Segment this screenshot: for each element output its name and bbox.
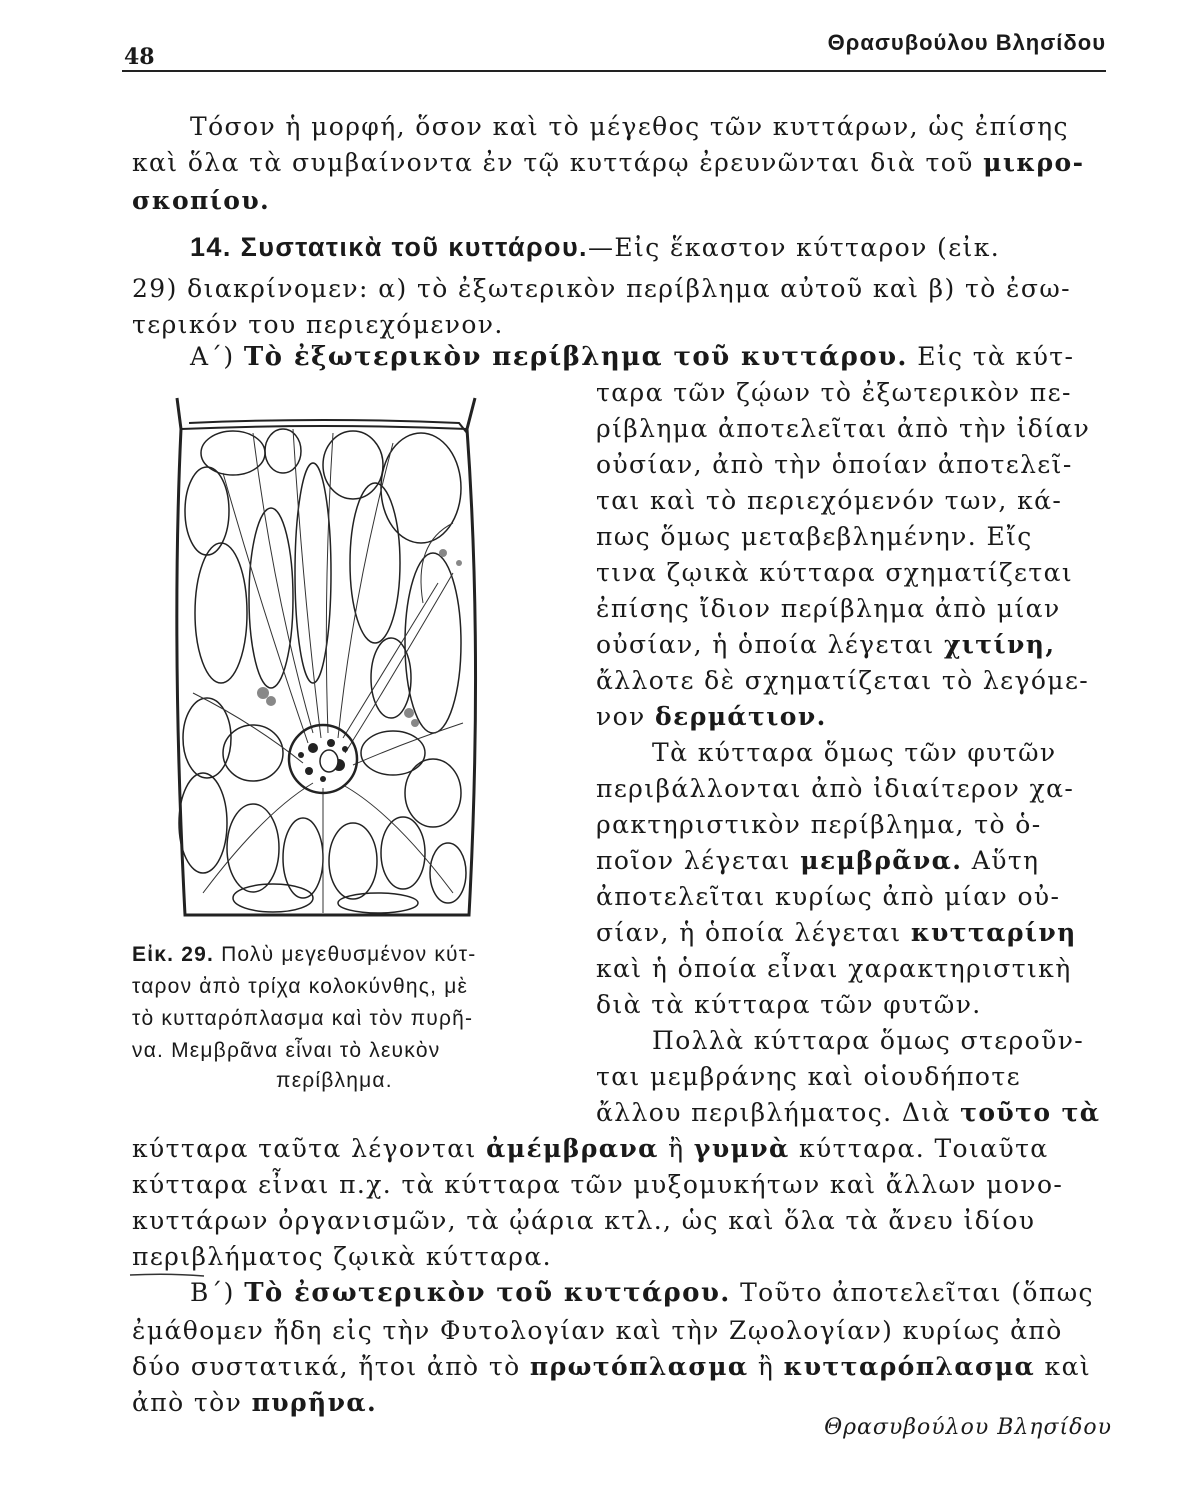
section-a-line-1: Α΄) Τὸ ἐξωτερικὸν περίβλημα τοῦ κυττάρου. Εἰς τὰ κύτ- <box>190 342 1075 372</box>
term-membrane: μεμβρᾶνα. <box>800 846 963 875</box>
section-a-col-line-8: οὐσίαν, ἡ ὁποία λέγεται χιτίνη, <box>596 630 1056 659</box>
section-a-col-line-2: ρίβλημα ἀποτελεῖται ἀπὸ τὴν ἰδίαν <box>596 414 1091 443</box>
naked-para-line-7: περιβλήματος ζῳικὰ κύτταρα. <box>132 1242 553 1271</box>
plant-para-line-3: ρακτηριστικὸν περίβλημα, τὸ ὁ- <box>596 810 1042 839</box>
cell-illustration <box>163 393 489 925</box>
section-a-col-line-1: ταρα τῶν ζῴων τὸ ἐξωτερικὸν πε- <box>596 378 1072 407</box>
intro-line-1: Τόσον ἡ μορφή, ὅσον καὶ τὸ μέγεθος τῶν κυττάρων, ὡς ἐπίσης <box>190 112 1069 141</box>
running-head: Θρασυβούλου Βλησίδου <box>827 30 1106 55</box>
naked-para-line-6: κυττάρων ὀργανισμῶν, τὰ ᾠάρια κτλ., ὡς καὶ ὅλα τὰ ἄνευ ἰδίου <box>132 1206 1036 1235</box>
section-a-col-line-10: νον δερμάτιον. <box>596 702 827 731</box>
figure-label: Εἰκ. 29. <box>132 943 215 966</box>
figure-caption-line-3: τὸ κυτταρόπλασμα καὶ τὸν πυρῆ- <box>132 1007 474 1030</box>
plant-para-line-7: καὶ ἡ ὁποία εἶναι χαρακτηριστικὴ <box>596 954 1072 983</box>
naked-para-line-5: κύτταρα εἶναι π.χ. τὰ κύτταρα τῶν μυξομυκήτων καὶ ἄλλων μονο- <box>132 1170 1064 1199</box>
term-microscope: μικρο- <box>983 148 1085 177</box>
figure-caption-line-1: Εἰκ. 29. Πολὺ μεγεθυσμένον κύτ- <box>132 943 477 966</box>
term-dermation: δερμάτιον. <box>655 702 827 731</box>
section-b-label: Β΄) <box>190 1278 235 1307</box>
term-nucleus: πυρῆνα. <box>251 1388 378 1417</box>
term-cellulose: κυτταρίνη <box>910 918 1077 947</box>
section-14-heading: 14. Συστατικὰ τοῦ κυττάρου. <box>190 232 588 262</box>
section-a-heading: Τὸ ἐξωτερικὸν περίβλημα τοῦ κυττάρου. <box>243 342 908 372</box>
author-signature: Θρασυβούλου Βλησίδου <box>824 1415 1112 1440</box>
figure-caption-line-2: ταρον ἀπὸ τρίχα κολοκύνθης, μὲ <box>132 975 469 998</box>
term-gymna: γυμνὰ <box>693 1134 790 1163</box>
section-14-line-2: 29) διακρίνομεν: α) τὸ ἐξωτερικὸν περίβλημα αὐτοῦ καὶ β) τὸ ἐσω- <box>132 274 1071 303</box>
intro-line-3: σκοπίου. <box>132 186 271 215</box>
term-cytoplasm: κυτταρόπλασμα <box>783 1352 1036 1381</box>
intro-line-2: καὶ ὅλα τὰ συμβαίνοντα ἐν τῷ κυττάρῳ ἐρευνῶνται διὰ τοῦ μικρο- <box>132 148 1085 177</box>
section-a-col-line-3: οὐσίαν, ἀπὸ τὴν ὁποίαν ἀποτελεῖ- <box>596 450 1073 479</box>
term-protoplasm: πρωτόπλασμα <box>529 1352 749 1381</box>
section-a-col-line-9: ἄλλοτε δὲ σχηματίζεται τὸ λεγόμε- <box>596 666 1090 695</box>
section-a-col-line-7: ἐπίσης ἴδιον περίβλημα ἀπὸ μίαν <box>596 594 1061 623</box>
figure-caption-line-4: να. Μεμβρᾶνα εἶναι τὸ λευκὸν <box>132 1039 441 1062</box>
section-a-label: Α΄) <box>190 342 235 371</box>
header-rule <box>122 70 1106 72</box>
section-a-col-line-4: ται καὶ τὸ περιεχόμενόν των, κά- <box>596 486 1063 515</box>
section-b-line-2: ἐμάθομεν ἤδη εἰς τὴν Φυτολογίαν καὶ τὴν Ζῳολογίαν) κυρίως ἀπὸ <box>132 1316 1063 1345</box>
section-a-col-line-5: πως ὅμως μεταβεβλημένην. Εἴς <box>596 522 1033 551</box>
plant-para-line-5: ἀποτελεῖται κυρίως ἀπὸ μίαν οὐ- <box>596 882 1061 911</box>
naked-para-line-4: κύτταρα ταῦτα λέγονται ἀμέμβρανα ἢ γυμνὰ κύτταρα. Τοιαῦτα <box>132 1134 1049 1163</box>
section-14-line-3: τερικόν του περιεχόμενον. <box>132 310 504 339</box>
section-b-line-3: δύο συστατικά, ἤτοι ἀπὸ τὸ πρωτόπλασμα ἢ κυτταρόπλασμα καὶ <box>132 1352 1092 1381</box>
plant-para-line-8: διὰ τὰ κύτταρα τῶν φυτῶν. <box>596 990 982 1019</box>
page-number: 48 <box>124 44 155 70</box>
plant-para-line-2: περιβάλλονται ἀπὸ ἰδιαίτερον χα- <box>596 774 1075 803</box>
section-14-line-1: 14. Συστατικὰ τοῦ κυττάρου.—Εἰς ἕκαστον κύτταρον (εἰκ. <box>190 232 1001 262</box>
plant-para-line-6: σίαν, ἡ ὁποία λέγεται κυτταρίνη <box>596 918 1077 947</box>
section-b-line-1: Β΄) Τὸ ἐσωτερικὸν τοῦ κυττάρου. Τοῦτο ἀποτελεῖται (ὅπως <box>190 1278 1094 1308</box>
naked-para-line-1: Πολλὰ κύτταρα ὅμως στεροῦν- <box>652 1026 1085 1055</box>
plant-para-line-1: Τὰ κύτταρα ὅμως τῶν φυτῶν <box>652 738 1057 767</box>
section-b-heading: Τὸ ἐσωτερικὸν τοῦ κυττάρου. <box>244 1278 731 1308</box>
naked-para-line-2: ται μεμβράνης καὶ οἱουδήποτε <box>596 1062 1021 1091</box>
figure-caption-line-5: περίβλημα. <box>276 1069 393 1092</box>
plant-para-line-4: ποῖον λέγεται μεμβρᾶνα. Αὕτη <box>596 846 1040 875</box>
term-chitin: χιτίνη, <box>943 630 1056 659</box>
naked-para-line-3: ἄλλου περιβλήματος. Διὰ τοῦτο τὰ <box>596 1098 1101 1127</box>
section-a-col-line-6: τινα ζῳικὰ κύτταρα σχηματίζεται <box>596 558 1074 587</box>
term-amembrana: ἀμέμβρανα <box>486 1134 659 1163</box>
section-b-line-4: ἀπὸ τὸν πυρῆνα. <box>132 1388 378 1417</box>
